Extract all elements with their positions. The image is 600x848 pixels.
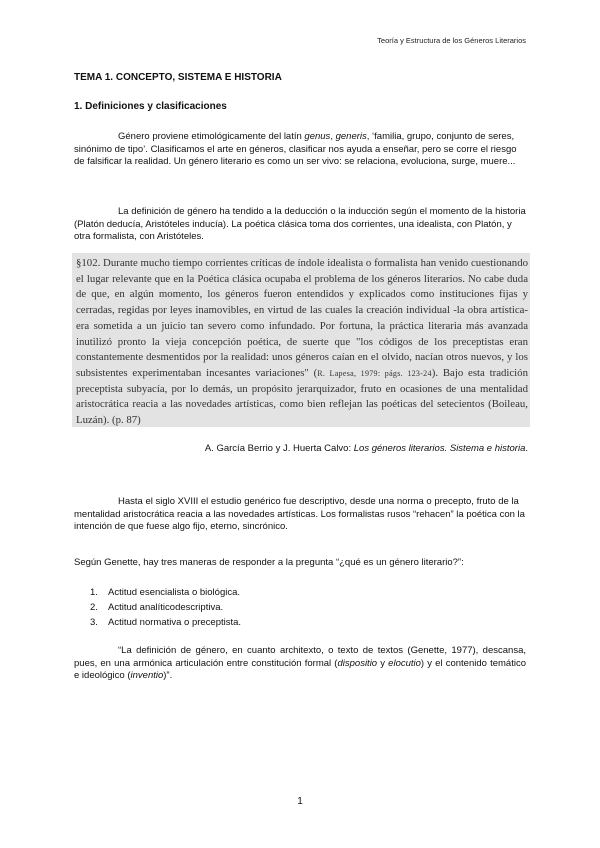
text-segment: y [377,657,389,669]
list-text: Actitud normativa o preceptista. [108,617,242,628]
quote-citation: R. Lapesa, 1979: págs. 123-24 [317,368,432,378]
attitudes-list [74,585,241,630]
list-number: 1. [90,587,98,598]
list-number: 3. [90,617,98,628]
latin-term-generis: generis [335,131,367,142]
term-elocutio: elocutio [388,657,421,669]
text-segment: , [330,131,336,142]
page-number: 1 [297,796,303,807]
paragraph-final-quote [74,645,526,683]
text-segment: , ‘familia, grupo, conjunto de seres, sinónimo de tipo’. Clasificamos el arte en géneros, clasificar nos ayuda a enseñar, pero se corre el riesgo de falsificar la realidad. Un género literario es como un ser vivo: se relaciona, evoluciona, surge, muere... [74,131,517,168]
term-dispositio: dispositio [337,657,378,669]
paragraph-genette: Según Genette, hay tres maneras de responder a la pregunta “¿qué es un género literario?”: [74,557,464,568]
text-segment: “La definición de género, en cuanto architexto, o texto de textos (Genette, 1977), descansa, pues, en una armónica articulación entre constitución formal ( [74,645,526,669]
latin-term-genus: genus [304,131,331,142]
attribution-end: . [525,443,528,454]
list-item [74,585,241,600]
attribution-work: Los géneros literarios. Sistema e historia [353,443,526,454]
quote-attribution [205,443,528,454]
list-text: Actitud analíticodescriptiva. [108,602,224,613]
list-item [74,615,241,630]
text-segment: Género proviene etimológicamente del latín [118,131,305,142]
section-heading: 1. Definiciones y clasificaciones [74,101,227,112]
document-title: TEMA 1. CONCEPTO, SISTEMA E HISTORIA [74,72,282,83]
paragraph-etymology [74,131,526,169]
attribution-authors: A. García Berrio y J. Huerta Calvo: [204,443,354,454]
quote-text [76,256,528,429]
text-segment: ) y el contenido temático e ideológico ( [74,657,526,682]
term-inventio: inventio [130,670,164,682]
list-number: 2. [90,602,98,613]
paragraph-history: Hasta el siglo XVIII el estudio genérico fue descriptivo, desde una norma o precepto, fruto de la mentalidad aristocrática reacia a las novedades artísticas. Los formalistas rusos “rehacen” la poética con la intención de que fuese algo fijo, eterno, sincrónico. [74,496,525,533]
list-item [74,600,241,615]
list-text: Actitud esencialista o biológica. [108,587,241,598]
text-segment: )”. [163,670,173,682]
quote-rest: ). Bajo esta tradición preceptista subyacía, por lo demás, un propósito jerarquizador, fruto en ocasiones de una mentalidad aristocrática reacia a las novedades artísticas, como bien reflejan las poéticas del setecientos (Boileau, Luzán). (p. 87) [76,366,528,427]
quote-main: §102. Durante mucho tiempo corrientes críticas de índole idealista o formalista han venido cuestionando el lugar relevante que en la Poética clásica ocupaba el problema de los géneros literarios. No cabe duda de que, en algún momento, los géneros fueron entendidos y explicados como instituciones fijas y cerradas, regidas por leyes inamovibles, en virtud de las cuales la creación individual -la obra artística- era sometida a un juicio tan severo como infundado. Por fortuna, la práctica literaria más avanzada inutilizó pronto la vieja concepción poética, de suerte que "los códigos de los preceptistas eran constantemente desmentidos por la realidad: unos géneros caían en el olvido, nacían otros nuevos, y los subsistentes experimentaban incesantes variaciones" ( [76,257,528,379]
paragraph-definition: La definición de género ha tendido a la deducción o la inducción según el momento de la historia (Platón deducía, Aristóteles inducía). La poética clásica toma dos corrientes, una idealista, con Platón, y otra formalista, con Aristóteles. [74,206,526,243]
block-quote [72,253,530,427]
running-header: Teoría y Estructura de los Géneros Literarios [377,36,526,45]
